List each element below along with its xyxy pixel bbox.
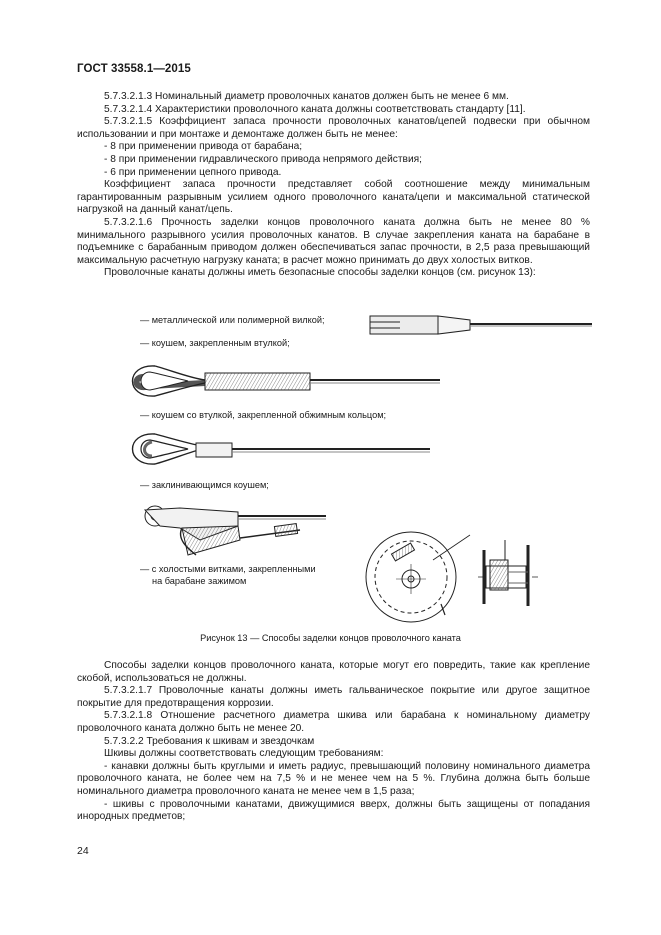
paragraph: 5.7.3.2.1.6 Прочность заделки концов проволочного каната должна быть не менее 80 % минимального разрывного усилия проволочных канатов. В случае закрепления каната на барабане в подъемнике с барабанным приводом должен обеспечиваться запас прочности, в 2,5 раза превышающий максимальную расчетную нагрузку каната; в расчет можно принимать до двух холостых витков.: [77, 216, 590, 266]
paragraph: Проволочные канаты должны иметь безопасные способы заделки концов (см. рисунок 13):: [104, 267, 536, 279]
label-thimble-sleeve: — коушем, закрепленным втулкой;: [140, 338, 290, 348]
document-header: ГОСТ 33558.1—2015: [77, 63, 191, 75]
list-item: - 8 при применении привода от барабана;: [104, 141, 303, 153]
fork-termination-drawing: [370, 316, 592, 334]
paragraph: Шкивы должны соответствовать следующим требованиям:: [104, 748, 384, 760]
label-wedge: — заклинивающимся коушем;: [140, 480, 269, 490]
label-dead-turns-2: на барабане зажимом: [152, 576, 247, 586]
page-number: 24: [77, 845, 89, 857]
paragraph: 5.7.3.2.1.8 Отношение расчетного диаметра шкива или барабана к номинальному диаметру проволочного каната должно быть не менее 20.: [77, 710, 590, 734]
label-fork: — металлической или полимерной вилкой;: [140, 315, 325, 325]
list-item: - шкивы с проволочными канатами, движущимися вверх, должны быть защищены от попадания инородных предметов;: [77, 798, 590, 823]
paragraph: Способы заделки концов проволочного каната, которые могут его повредить, такие как крепление скобой, использоваться не должны.: [77, 660, 590, 684]
paragraph: 5.7.3.2.1.7 Проволочные канаты должны иметь гальваническое покрытие или другое защитное покрытие для предотвращения коррозии.: [77, 685, 590, 709]
paragraph: 5.7.3.2.1.5 Коэффициент запаса прочности проволочных канатов/цепей подвески при обычном использовании и при монтаже и демонтаже должен быть не менее:: [77, 116, 590, 140]
drum-clamp-drawing: [366, 532, 540, 622]
list-item: - 6 при применении цепного привода.: [104, 166, 282, 178]
thimble-ferrule-drawing: [133, 434, 431, 464]
wedge-socket-drawing: [145, 506, 326, 555]
label-thimble-ring: — коушем со втулкой, закрепленной обжимным кольцом;: [140, 410, 387, 420]
list-item: - 8 при применении гидравлического привода непрямого действия;: [104, 153, 422, 165]
text-block-bottom: [77, 660, 590, 824]
paragraph: 5.7.3.2.1.3 Номинальный диаметр проволочных канатов должен быть не менее 6 мм.: [104, 91, 509, 102]
figure-caption: Рисунок 13 — Способы заделки концов проволочного каната: [200, 633, 461, 643]
label-dead-turns-1: — с холостыми витками, закрепленными: [140, 564, 316, 574]
section-heading: 5.7.3.2.2 Требования к шкивам и звездочкам: [104, 735, 315, 747]
paragraph: 5.7.3.2.1.4 Характеристики проволочного каната должны соответствовать стандарту [11].: [104, 103, 526, 115]
thimble-sleeve-drawing: [133, 366, 441, 396]
list-item: - канавки должны быть круглыми и иметь радиус, превышающий половину номинального диаметра проволочного каната, не более чем на 7,5 % и не менее чем на 5 %. Глубина должна быть больше номинального диаметра проволочного каната не менее чем в 1,5 раза;: [77, 760, 590, 797]
paragraph: Коэффициент запаса прочности представляет собой соотношение между минимальным гарантированным разрывным усилием одного проволочного каната/цепи и максимальной статической нагрузкой на данный канат/цепь.: [77, 179, 590, 216]
